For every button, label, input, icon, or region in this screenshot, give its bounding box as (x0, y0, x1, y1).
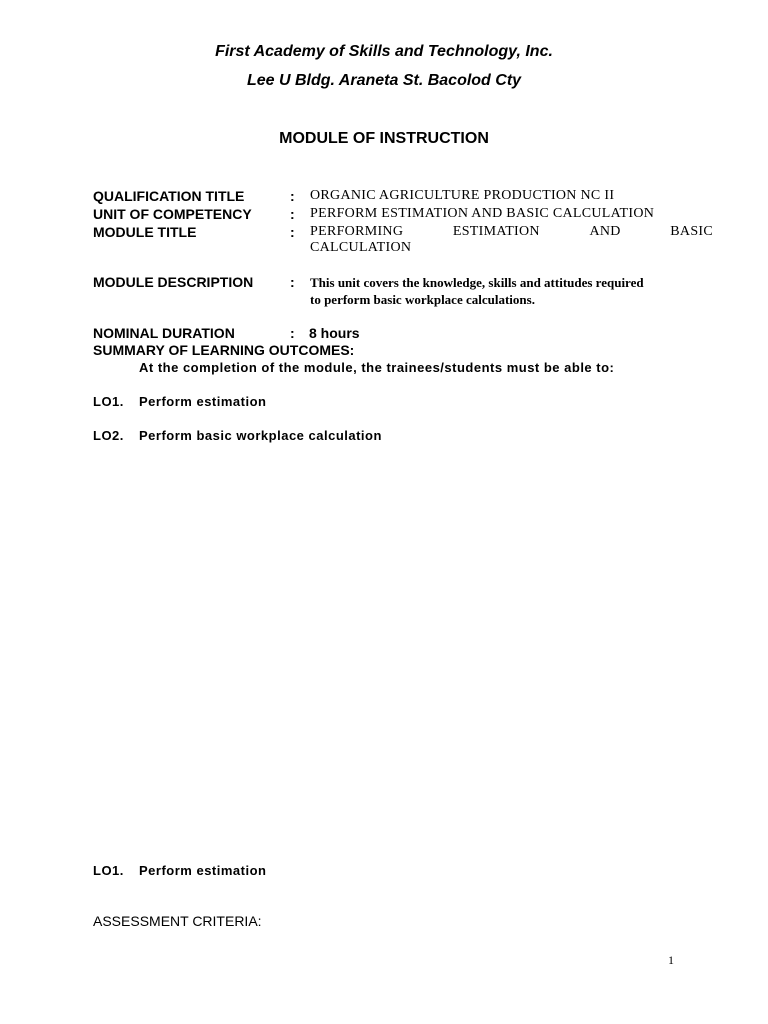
assessment-criteria-heading: ASSESSMENT CRITERIA: (93, 913, 262, 929)
summary-heading: SUMMARY OF LEARNING OUTCOMES: (93, 342, 355, 358)
colon: : (290, 274, 295, 290)
module-description-label: MODULE DESCRIPTION (93, 274, 254, 290)
section-title: Perform estimation (139, 863, 267, 878)
institution-name: First Academy of Skills and Technology, Inc. (215, 43, 553, 60)
outcome-code: LO2. (93, 428, 124, 443)
page-number: 1 (668, 953, 674, 967)
document-title: MODULE OF INSTRUCTION (279, 130, 489, 147)
module-title-word: AND (589, 224, 621, 239)
unit-of-competency-value: PERFORM ESTIMATION AND BASIC CALCULATION (310, 206, 655, 221)
outcome-text: Perform basic workplace calculation (139, 428, 382, 443)
module-description-line2: to perform basic workplace calculations. (310, 292, 535, 307)
nominal-duration-label: NOMINAL DURATION (93, 325, 235, 341)
outcome-text: Perform estimation (139, 394, 267, 409)
module-title-word: ESTIMATION (452, 224, 540, 239)
module-title-word: BASIC (670, 224, 713, 239)
unit-of-competency-label: UNIT OF COMPETENCY (93, 206, 252, 222)
colon: : (290, 325, 295, 341)
outcome-code: LO1. (93, 394, 124, 409)
module-description-line1: This unit covers the knowledge, skills and attitudes required (310, 275, 644, 290)
section-code: LO1. (93, 863, 124, 878)
institution-address: Lee U Bldg. Araneta St. Bacolod Cty (246, 72, 522, 89)
colon: : (290, 188, 295, 204)
module-title-label: MODULE TITLE (93, 224, 197, 240)
module-title-value-line2: CALCULATION (310, 240, 412, 255)
module-title-value-line1 (310, 224, 713, 240)
module-title-word: PERFORMING (310, 224, 404, 239)
qualification-title-label: QUALIFICATION TITLE (93, 188, 245, 204)
qualification-title-value: ORGANIC AGRICULTURE PRODUCTION NC II (310, 188, 615, 203)
colon: : (290, 206, 295, 222)
nominal-duration-value: 8 hours (309, 325, 360, 341)
summary-intro: At the completion of the module, the trainees/students must be able to: (139, 360, 615, 375)
colon: : (290, 224, 295, 240)
